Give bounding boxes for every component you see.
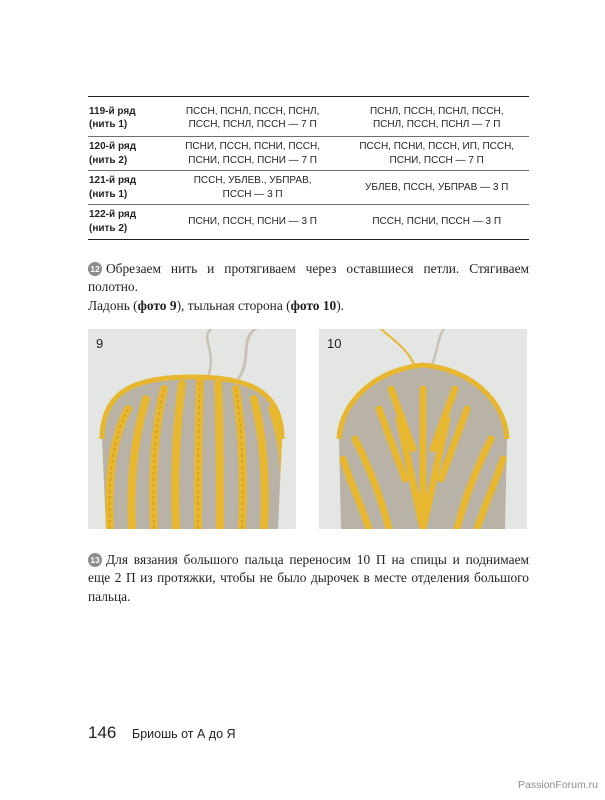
step-13-text: Для вязания большого пальца переносим 10 П на спицы и поднимаем еще 2 П из протяжки, чтобы не было дырочек в месте отделения большого пальца. (88, 552, 529, 604)
row-label: 119-й ряд (89, 105, 136, 117)
photo-9 (88, 329, 296, 529)
table-row (88, 137, 529, 170)
photo-reference-line (88, 297, 529, 315)
photo-number: 9 (96, 336, 104, 351)
row-label-thread: (нить 2) (89, 222, 128, 234)
table-cell: ПССН, ПСНЛ, ПССН, ПСНЛ, (185, 105, 320, 117)
text-fragment: Ладонь ( (88, 298, 138, 313)
step-12-text: Обрезаем нить и протягиваем через оставшиеся петли. Стягиваем полотно. (88, 261, 529, 295)
text-fragment: ). (336, 298, 345, 313)
palm-side-knit-photo (88, 329, 296, 529)
table-row (88, 205, 529, 238)
photo-10-ref: фото 10 (290, 298, 337, 313)
photo-number: 10 (327, 336, 342, 351)
step-number-badge: 13 (88, 553, 102, 567)
table-bottom-rule (88, 239, 529, 240)
table-cell: УБЛЕВ, ПССН, УБПРАВ — 3 П (365, 181, 509, 193)
table-cell: ПСНИ, ПССН, ПСНИ — 3 П (188, 215, 317, 227)
table-cell: ПССН, УБЛЕВ., УБПРАВ, (193, 175, 312, 186)
photo-10 (319, 329, 527, 529)
row-label-thread: (нить 1) (89, 119, 128, 130)
row-label-thread: (нить 1) (89, 188, 128, 200)
back-side-knit-photo (319, 329, 527, 529)
row-label: 120-й ряд (89, 141, 137, 152)
step-12-paragraph (88, 260, 529, 297)
table-cell: ПСНЛ, ПССН, ПСНЛ — 7 П (372, 119, 501, 130)
text-fragment: ), тыльная сторона ( (176, 298, 291, 313)
watermark: PassionForum.ru (518, 779, 598, 791)
table-cell: ПСНИ, ПССН — 7 П (389, 154, 484, 166)
table-cell: ПСНИ, ПССН, ПСНИ, ПССН, (185, 141, 321, 152)
table-cell: ПССН — 3 П (222, 188, 283, 200)
step-number-badge: 12 (88, 262, 102, 276)
photo-9-ref: фото 9 (137, 298, 177, 313)
table-cell: ПСНЛ, ПССН, ПСНЛ, ПССН, (369, 105, 504, 117)
step-13-paragraph (88, 551, 529, 606)
table-cell: ПССН, ПСНИ, ПССН, ИП, ПССН, (359, 141, 515, 152)
running-title: Бриошь от А до Я (132, 727, 236, 741)
row-label: 121-й ряд (89, 175, 137, 186)
table-cell: ПСНИ, ПССН, ПСНИ — 7 П (188, 154, 317, 166)
row-label-thread: (нить 2) (89, 154, 128, 166)
table-cell: ПССН, ПСНЛ, ПССН — 7 П (188, 119, 317, 130)
table-row (88, 100, 529, 136)
page-number: 146 (88, 723, 117, 742)
table-top-rule (88, 96, 529, 97)
table-cell: ПССН, ПСНИ, ПССН — 3 П (372, 215, 502, 227)
row-label: 122-й ряд (89, 209, 137, 220)
table-row (88, 171, 529, 204)
